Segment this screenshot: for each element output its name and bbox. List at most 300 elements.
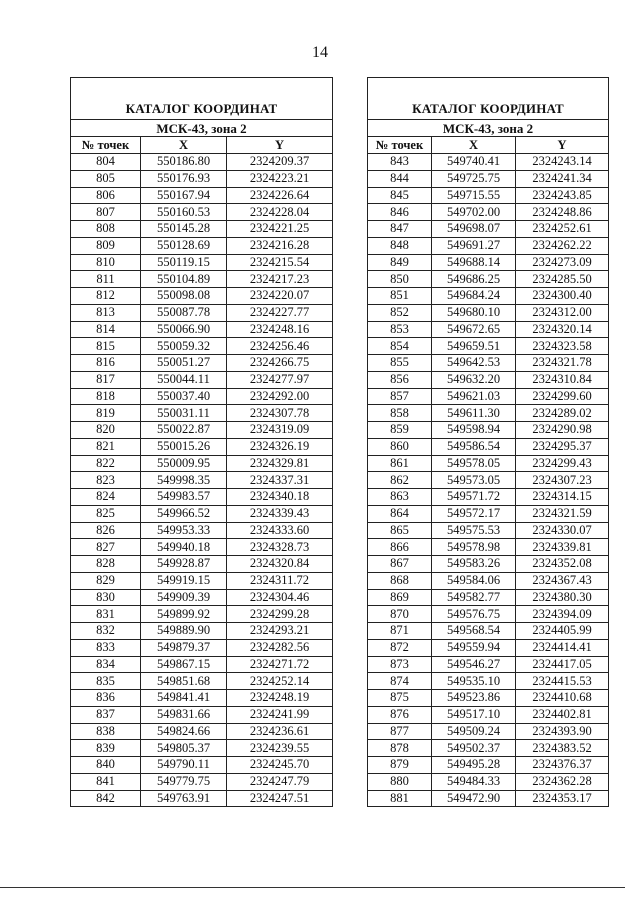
x-coordinate-cell: 549779.75: [141, 773, 227, 790]
x-coordinate-cell: 549702.00: [432, 204, 516, 221]
x-coordinate-cell: 550098.08: [141, 288, 227, 305]
point-number-cell: 817: [71, 371, 141, 388]
table-row: [368, 321, 609, 338]
point-number-cell: 864: [368, 505, 432, 522]
point-number-cell: 815: [71, 338, 141, 355]
y-coordinate-cell: 2324367.43: [516, 572, 609, 589]
y-coordinate-cell: 2324383.52: [516, 740, 609, 757]
x-coordinate-cell: 549632.20: [432, 371, 516, 388]
x-coordinate-cell: 549523.86: [432, 690, 516, 707]
table-row: [368, 355, 609, 372]
point-number-cell: 834: [71, 656, 141, 673]
x-coordinate-cell: 550031.11: [141, 405, 227, 422]
y-coordinate-cell: 2324273.09: [516, 254, 609, 271]
catalog-title: КАТАЛОГ КООРДИНАТ: [71, 78, 333, 120]
y-coordinate-cell: 2324319.09: [227, 422, 333, 439]
point-number-cell: 872: [368, 639, 432, 656]
point-number-cell: 847: [368, 221, 432, 238]
table-row: [368, 539, 609, 556]
point-number-cell: 820: [71, 422, 141, 439]
table-body: [368, 154, 609, 807]
point-number-cell: 808: [71, 221, 141, 238]
y-coordinate-cell: 2324333.60: [227, 522, 333, 539]
point-number-cell: 823: [71, 472, 141, 489]
table-row: [71, 757, 333, 774]
x-coordinate-cell: 550176.93: [141, 170, 227, 187]
point-number-cell: 867: [368, 556, 432, 573]
x-coordinate-cell: 549535.10: [432, 673, 516, 690]
x-coordinate-cell: 549642.53: [432, 355, 516, 372]
x-coordinate-cell: 549573.05: [432, 472, 516, 489]
y-coordinate-cell: 2324402.81: [516, 706, 609, 723]
x-coordinate-cell: 549472.90: [432, 790, 516, 807]
point-number-cell: 879: [368, 757, 432, 774]
table-row: [71, 237, 333, 254]
point-number-cell: 840: [71, 757, 141, 774]
point-number-cell: 845: [368, 187, 432, 204]
point-number-cell: 842: [71, 790, 141, 807]
table-row: [71, 472, 333, 489]
point-number-cell: 863: [368, 489, 432, 506]
x-coordinate-cell: 549680.10: [432, 304, 516, 321]
column-header-x: X: [432, 137, 516, 154]
table-row: [368, 790, 609, 807]
x-coordinate-cell: 549484.33: [432, 773, 516, 790]
y-coordinate-cell: 2324339.43: [227, 505, 333, 522]
y-coordinate-cell: 2324292.00: [227, 388, 333, 405]
y-coordinate-cell: 2324289.02: [516, 405, 609, 422]
y-coordinate-cell: 2324256.46: [227, 338, 333, 355]
y-coordinate-cell: 2324337.31: [227, 472, 333, 489]
y-coordinate-cell: 2324311.72: [227, 572, 333, 589]
point-number-cell: 816: [71, 355, 141, 372]
point-number-cell: 810: [71, 254, 141, 271]
y-coordinate-cell: 2324282.56: [227, 639, 333, 656]
table-row: [368, 304, 609, 321]
table-row: [71, 455, 333, 472]
table-row: [368, 572, 609, 589]
point-number-cell: 827: [71, 539, 141, 556]
point-number-cell: 854: [368, 338, 432, 355]
table-row: [368, 422, 609, 439]
x-coordinate-cell: 549899.92: [141, 606, 227, 623]
y-coordinate-cell: 2324241.99: [227, 706, 333, 723]
x-coordinate-cell: 549502.37: [432, 740, 516, 757]
x-coordinate-cell: 550186.80: [141, 154, 227, 171]
y-coordinate-cell: 2324245.70: [227, 757, 333, 774]
point-number-cell: 822: [71, 455, 141, 472]
y-coordinate-cell: 2324394.09: [516, 606, 609, 623]
y-coordinate-cell: 2324243.14: [516, 154, 609, 171]
table-row: [71, 338, 333, 355]
y-coordinate-cell: 2324221.25: [227, 221, 333, 238]
point-number-cell: 824: [71, 489, 141, 506]
table-row: [368, 706, 609, 723]
table-row: [71, 623, 333, 640]
y-coordinate-cell: 2324299.43: [516, 455, 609, 472]
table-row: [368, 154, 609, 171]
table-row: [71, 187, 333, 204]
table-row: [368, 187, 609, 204]
table-row: [368, 204, 609, 221]
point-number-cell: 869: [368, 589, 432, 606]
y-coordinate-cell: 2324252.61: [516, 221, 609, 238]
table-row: [368, 690, 609, 707]
table-row: [71, 288, 333, 305]
table-row: [71, 170, 333, 187]
table-row: [71, 656, 333, 673]
y-coordinate-cell: 2324271.72: [227, 656, 333, 673]
y-coordinate-cell: 2324376.37: [516, 757, 609, 774]
table-row: [368, 455, 609, 472]
point-number-cell: 807: [71, 204, 141, 221]
table-row: [71, 723, 333, 740]
x-coordinate-cell: 549586.54: [432, 438, 516, 455]
table-row: [368, 405, 609, 422]
y-coordinate-cell: 2324320.14: [516, 321, 609, 338]
x-coordinate-cell: 550037.40: [141, 388, 227, 405]
y-coordinate-cell: 2324236.61: [227, 723, 333, 740]
y-coordinate-cell: 2324339.81: [516, 539, 609, 556]
x-coordinate-cell: 550104.89: [141, 271, 227, 288]
x-coordinate-cell: 550119.15: [141, 254, 227, 271]
x-coordinate-cell: 549568.54: [432, 623, 516, 640]
table-row: [368, 673, 609, 690]
x-coordinate-cell: 549546.27: [432, 656, 516, 673]
y-coordinate-cell: 2324304.46: [227, 589, 333, 606]
table-row: [71, 740, 333, 757]
table-row: [71, 489, 333, 506]
point-number-cell: 876: [368, 706, 432, 723]
y-coordinate-cell: 2324293.21: [227, 623, 333, 640]
point-number-cell: 818: [71, 388, 141, 405]
y-coordinate-cell: 2324266.75: [227, 355, 333, 372]
table-row: [368, 639, 609, 656]
point-number-cell: 851: [368, 288, 432, 305]
x-coordinate-cell: 550128.69: [141, 237, 227, 254]
point-number-cell: 806: [71, 187, 141, 204]
point-number-cell: 855: [368, 355, 432, 372]
table-row: [71, 589, 333, 606]
point-number-cell: 859: [368, 422, 432, 439]
point-number-cell: 811: [71, 271, 141, 288]
y-coordinate-cell: 2324216.28: [227, 237, 333, 254]
point-number-cell: 880: [368, 773, 432, 790]
y-coordinate-cell: 2324247.79: [227, 773, 333, 790]
point-number-cell: 866: [368, 539, 432, 556]
catalog-title: КАТАЛОГ КООРДИНАТ: [368, 78, 609, 120]
table-row: [71, 154, 333, 171]
y-coordinate-cell: 2324380.30: [516, 589, 609, 606]
y-coordinate-cell: 2324328.73: [227, 539, 333, 556]
point-number-cell: 852: [368, 304, 432, 321]
point-number-cell: 862: [368, 472, 432, 489]
y-coordinate-cell: 2324307.78: [227, 405, 333, 422]
table-row: [71, 773, 333, 790]
table-row: [71, 221, 333, 238]
column-header-y: Y: [227, 137, 333, 154]
y-coordinate-cell: 2324228.04: [227, 204, 333, 221]
y-coordinate-cell: 2324321.78: [516, 355, 609, 372]
x-coordinate-cell: 549584.06: [432, 572, 516, 589]
table-row: [368, 388, 609, 405]
x-coordinate-cell: 549928.87: [141, 556, 227, 573]
coordinate-system-subtitle: МСК-43, зона 2: [71, 120, 333, 137]
y-coordinate-cell: 2324239.55: [227, 740, 333, 757]
x-coordinate-cell: 549517.10: [432, 706, 516, 723]
point-number-cell: 875: [368, 690, 432, 707]
y-coordinate-cell: 2324248.16: [227, 321, 333, 338]
point-number-cell: 874: [368, 673, 432, 690]
y-coordinate-cell: 2324312.00: [516, 304, 609, 321]
x-coordinate-cell: 549684.24: [432, 288, 516, 305]
table-row: [368, 170, 609, 187]
point-number-cell: 857: [368, 388, 432, 405]
x-coordinate-cell: 549824.66: [141, 723, 227, 740]
table-row: [368, 757, 609, 774]
x-coordinate-cell: 549740.41: [432, 154, 516, 171]
y-coordinate-cell: 2324362.28: [516, 773, 609, 790]
x-coordinate-cell: 549725.75: [432, 170, 516, 187]
x-coordinate-cell: 549805.37: [141, 740, 227, 757]
y-coordinate-cell: 2324415.53: [516, 673, 609, 690]
x-coordinate-cell: 550167.94: [141, 187, 227, 204]
table-row: [71, 405, 333, 422]
y-coordinate-cell: 2324299.28: [227, 606, 333, 623]
column-header-point-number: № точек: [368, 137, 432, 154]
y-coordinate-cell: 2324330.07: [516, 522, 609, 539]
x-coordinate-cell: 549851.68: [141, 673, 227, 690]
x-coordinate-cell: 549495.28: [432, 757, 516, 774]
point-number-cell: 813: [71, 304, 141, 321]
y-coordinate-cell: 2324262.22: [516, 237, 609, 254]
point-number-cell: 832: [71, 623, 141, 640]
point-number-cell: 841: [71, 773, 141, 790]
y-coordinate-cell: 2324320.84: [227, 556, 333, 573]
table-row: [368, 589, 609, 606]
x-coordinate-cell: 550051.27: [141, 355, 227, 372]
y-coordinate-cell: 2324323.58: [516, 338, 609, 355]
point-number-cell: 839: [71, 740, 141, 757]
x-coordinate-cell: 549966.52: [141, 505, 227, 522]
table-row: [71, 539, 333, 556]
footer-divider: [0, 887, 625, 888]
point-number-cell: 860: [368, 438, 432, 455]
x-coordinate-cell: 549953.33: [141, 522, 227, 539]
point-number-cell: 853: [368, 321, 432, 338]
y-coordinate-cell: 2324314.15: [516, 489, 609, 506]
table-row: [71, 321, 333, 338]
point-number-cell: 835: [71, 673, 141, 690]
table-row: [368, 254, 609, 271]
table-row: [368, 489, 609, 506]
y-coordinate-cell: 2324248.86: [516, 204, 609, 221]
x-coordinate-cell: 549940.18: [141, 539, 227, 556]
point-number-cell: 828: [71, 556, 141, 573]
y-coordinate-cell: 2324300.40: [516, 288, 609, 305]
point-number-cell: 826: [71, 522, 141, 539]
y-coordinate-cell: 2324220.07: [227, 288, 333, 305]
table-row: [71, 606, 333, 623]
x-coordinate-cell: 549867.15: [141, 656, 227, 673]
point-number-cell: 865: [368, 522, 432, 539]
table-row: [71, 690, 333, 707]
point-number-cell: 836: [71, 690, 141, 707]
y-coordinate-cell: 2324223.21: [227, 170, 333, 187]
point-number-cell: 858: [368, 405, 432, 422]
y-coordinate-cell: 2324277.97: [227, 371, 333, 388]
x-coordinate-cell: 549575.53: [432, 522, 516, 539]
x-coordinate-cell: 549715.55: [432, 187, 516, 204]
table-row: [368, 740, 609, 757]
x-coordinate-cell: 549509.24: [432, 723, 516, 740]
table-row: [368, 556, 609, 573]
point-number-cell: 833: [71, 639, 141, 656]
coordinate-catalog-table-left: [70, 77, 333, 807]
y-coordinate-cell: 2324414.41: [516, 639, 609, 656]
y-coordinate-cell: 2324340.18: [227, 489, 333, 506]
table-row: [71, 371, 333, 388]
x-coordinate-cell: 550015.26: [141, 438, 227, 455]
y-coordinate-cell: 2324307.23: [516, 472, 609, 489]
x-coordinate-cell: 549611.30: [432, 405, 516, 422]
page-number: 14: [312, 44, 328, 61]
x-coordinate-cell: 549576.75: [432, 606, 516, 623]
x-coordinate-cell: 549919.15: [141, 572, 227, 589]
y-coordinate-cell: 2324241.34: [516, 170, 609, 187]
table-row: [368, 221, 609, 238]
y-coordinate-cell: 2324290.98: [516, 422, 609, 439]
x-coordinate-cell: 550066.90: [141, 321, 227, 338]
x-coordinate-cell: 549598.94: [432, 422, 516, 439]
table-row: [368, 472, 609, 489]
point-number-cell: 821: [71, 438, 141, 455]
x-coordinate-cell: 550160.53: [141, 204, 227, 221]
point-number-cell: 844: [368, 170, 432, 187]
y-coordinate-cell: 2324405.99: [516, 623, 609, 640]
table-row: [368, 288, 609, 305]
table-row: [71, 639, 333, 656]
point-number-cell: 873: [368, 656, 432, 673]
table-body: [71, 154, 333, 807]
table-row: [71, 505, 333, 522]
x-coordinate-cell: 549621.03: [432, 388, 516, 405]
x-coordinate-cell: 549691.27: [432, 237, 516, 254]
coordinate-system-subtitle: МСК-43, зона 2: [368, 120, 609, 137]
point-number-cell: 825: [71, 505, 141, 522]
x-coordinate-cell: 549571.72: [432, 489, 516, 506]
table-row: [368, 656, 609, 673]
point-number-cell: 805: [71, 170, 141, 187]
x-coordinate-cell: 550022.87: [141, 422, 227, 439]
table-row: [71, 790, 333, 807]
table-row: [71, 673, 333, 690]
y-coordinate-cell: 2324226.64: [227, 187, 333, 204]
x-coordinate-cell: 549998.35: [141, 472, 227, 489]
table-row: [71, 572, 333, 589]
table-row: [71, 271, 333, 288]
point-number-cell: 861: [368, 455, 432, 472]
point-number-cell: 849: [368, 254, 432, 271]
point-number-cell: 856: [368, 371, 432, 388]
table-row: [368, 606, 609, 623]
y-coordinate-cell: 2324248.19: [227, 690, 333, 707]
point-number-cell: 830: [71, 589, 141, 606]
x-coordinate-cell: 549983.57: [141, 489, 227, 506]
point-number-cell: 871: [368, 623, 432, 640]
point-number-cell: 838: [71, 723, 141, 740]
column-header-point-number: № точек: [71, 137, 141, 154]
x-coordinate-cell: 550044.11: [141, 371, 227, 388]
table-row: [71, 438, 333, 455]
point-number-cell: 850: [368, 271, 432, 288]
point-number-cell: 837: [71, 706, 141, 723]
table-row: [368, 522, 609, 539]
x-coordinate-cell: 549559.94: [432, 639, 516, 656]
x-coordinate-cell: 549889.90: [141, 623, 227, 640]
y-coordinate-cell: 2324227.77: [227, 304, 333, 321]
point-number-cell: 814: [71, 321, 141, 338]
x-coordinate-cell: 549578.05: [432, 455, 516, 472]
x-coordinate-cell: 549659.51: [432, 338, 516, 355]
y-coordinate-cell: 2324326.19: [227, 438, 333, 455]
y-coordinate-cell: 2324353.17: [516, 790, 609, 807]
y-coordinate-cell: 2324410.68: [516, 690, 609, 707]
point-number-cell: 846: [368, 204, 432, 221]
y-coordinate-cell: 2324393.90: [516, 723, 609, 740]
y-coordinate-cell: 2324209.37: [227, 154, 333, 171]
point-number-cell: 804: [71, 154, 141, 171]
y-coordinate-cell: 2324285.50: [516, 271, 609, 288]
x-coordinate-cell: 550145.28: [141, 221, 227, 238]
point-number-cell: 870: [368, 606, 432, 623]
table-row: [71, 556, 333, 573]
point-number-cell: 868: [368, 572, 432, 589]
point-number-cell: 809: [71, 237, 141, 254]
column-header-y: Y: [516, 137, 609, 154]
y-coordinate-cell: 2324310.84: [516, 371, 609, 388]
x-coordinate-cell: 549688.14: [432, 254, 516, 271]
table-row: [368, 271, 609, 288]
table-row: [71, 422, 333, 439]
table-row: [368, 773, 609, 790]
y-coordinate-cell: 2324321.59: [516, 505, 609, 522]
point-number-cell: 877: [368, 723, 432, 740]
y-coordinate-cell: 2324215.54: [227, 254, 333, 271]
y-coordinate-cell: 2324352.08: [516, 556, 609, 573]
table-row: [368, 338, 609, 355]
y-coordinate-cell: 2324329.81: [227, 455, 333, 472]
y-coordinate-cell: 2324243.85: [516, 187, 609, 204]
y-coordinate-cell: 2324417.05: [516, 656, 609, 673]
column-header-x: X: [141, 137, 227, 154]
point-number-cell: 848: [368, 237, 432, 254]
table-row: [71, 522, 333, 539]
point-number-cell: 819: [71, 405, 141, 422]
x-coordinate-cell: 549582.77: [432, 589, 516, 606]
x-coordinate-cell: 549698.07: [432, 221, 516, 238]
coordinate-catalog-table-right: [367, 77, 609, 807]
point-number-cell: 881: [368, 790, 432, 807]
table-row: [368, 623, 609, 640]
x-coordinate-cell: 549583.26: [432, 556, 516, 573]
table-row: [368, 438, 609, 455]
y-coordinate-cell: 2324299.60: [516, 388, 609, 405]
table-row: [368, 505, 609, 522]
point-number-cell: 878: [368, 740, 432, 757]
x-coordinate-cell: 549763.91: [141, 790, 227, 807]
x-coordinate-cell: 549572.17: [432, 505, 516, 522]
